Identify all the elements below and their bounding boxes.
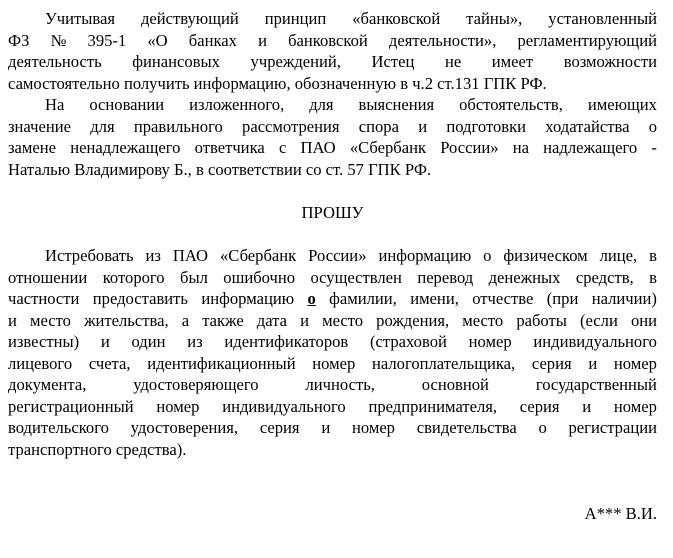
word: отчестве bbox=[472, 289, 534, 308]
word: не bbox=[444, 52, 462, 71]
word: действующий bbox=[140, 9, 239, 28]
word: денежных bbox=[488, 267, 561, 287]
word: для bbox=[309, 95, 334, 114]
word: свидетельства bbox=[416, 418, 517, 437]
word: серия bbox=[531, 353, 572, 373]
word: «Сбербанк bbox=[349, 138, 427, 157]
word: на bbox=[512, 138, 529, 157]
word: основной bbox=[421, 375, 489, 394]
word: номер bbox=[613, 396, 657, 416]
paragraph-bank-secrecy bbox=[8, 8, 657, 94]
word: в bbox=[649, 267, 657, 287]
word: подготовки bbox=[446, 116, 527, 136]
word: деятельность bbox=[8, 52, 102, 71]
word: индивидуального bbox=[222, 396, 346, 416]
word: и bbox=[321, 418, 331, 437]
word: Истец bbox=[371, 52, 415, 71]
word: фамилии, bbox=[329, 289, 397, 308]
word: (если bbox=[580, 310, 618, 330]
word: из bbox=[145, 246, 161, 265]
word: и bbox=[258, 30, 267, 50]
word: имеет bbox=[491, 52, 534, 71]
word: На bbox=[45, 95, 65, 114]
word: спора bbox=[358, 116, 399, 136]
word: - bbox=[651, 138, 657, 157]
word: место bbox=[322, 310, 364, 330]
word: регистрационный bbox=[8, 396, 134, 416]
word: регламентирующий bbox=[517, 30, 657, 50]
word: номер bbox=[156, 396, 200, 416]
word: для bbox=[90, 116, 115, 136]
text-line bbox=[8, 94, 657, 116]
word: принцип bbox=[264, 9, 327, 28]
word: которого bbox=[102, 267, 165, 287]
word: предпринимателя, bbox=[368, 396, 498, 416]
text-line bbox=[8, 73, 657, 95]
word: работы bbox=[516, 310, 567, 330]
word: ответчика bbox=[194, 138, 265, 157]
word: Наталью Владимирову Б., в соответствии со ст. 57 ГПК РФ. bbox=[8, 159, 432, 179]
word: России» bbox=[308, 246, 367, 265]
word: самостоятельно получить информацию, обозначенную в ч.2 ст.131 ГПК РФ. bbox=[8, 73, 547, 93]
text-line bbox=[8, 30, 657, 52]
word: водительского bbox=[8, 418, 109, 437]
text-line bbox=[8, 331, 657, 353]
word: серия bbox=[259, 418, 300, 437]
word: номер bbox=[351, 418, 395, 437]
word: транспортного средства). bbox=[8, 439, 187, 459]
word: и bbox=[418, 116, 428, 136]
word: был bbox=[180, 267, 208, 287]
word: и bbox=[100, 332, 110, 351]
word: предоставить bbox=[92, 289, 188, 308]
word: «Сбербанк bbox=[220, 246, 297, 265]
word: физическом bbox=[503, 246, 588, 265]
word: место bbox=[462, 310, 504, 330]
word: (при bbox=[546, 289, 579, 308]
text-line bbox=[8, 396, 657, 418]
word: осуществлен bbox=[310, 267, 402, 287]
word: возможности bbox=[563, 52, 657, 71]
word: (страховой bbox=[370, 332, 447, 351]
word: ПАО bbox=[172, 246, 209, 265]
word: установленный bbox=[548, 9, 657, 28]
word: обстоятельств, bbox=[459, 95, 563, 114]
word: жительства, bbox=[84, 310, 169, 330]
word: информацию bbox=[201, 289, 295, 308]
word: счета, bbox=[88, 353, 131, 373]
word: в bbox=[649, 246, 657, 265]
word: серия bbox=[519, 396, 560, 416]
word: средств, bbox=[575, 267, 634, 287]
word: ФЗ bbox=[8, 30, 30, 50]
text-line bbox=[8, 374, 657, 396]
underlined-word: о bbox=[307, 289, 316, 308]
word: банках bbox=[188, 30, 237, 50]
word: замене bbox=[8, 138, 57, 157]
text-line bbox=[8, 51, 657, 73]
word: наличии) bbox=[591, 289, 657, 308]
word: лице, bbox=[599, 246, 638, 265]
word: номер bbox=[613, 353, 657, 373]
text-line bbox=[8, 417, 657, 439]
word: лицевого bbox=[8, 353, 73, 373]
word: Истребовать bbox=[45, 246, 134, 265]
word: идентификационный bbox=[147, 353, 296, 373]
word: «банковской bbox=[352, 9, 441, 28]
word: информацию bbox=[378, 246, 472, 265]
word: надлежащего bbox=[543, 138, 638, 157]
word: место bbox=[29, 310, 71, 330]
word: личность, bbox=[305, 375, 375, 394]
word: изложенного, bbox=[189, 95, 285, 114]
word: рождения, bbox=[376, 310, 450, 330]
word: частности bbox=[8, 289, 80, 308]
heading-request: ПРОШУ bbox=[301, 203, 364, 222]
word: номер bbox=[312, 353, 356, 373]
word: документа, bbox=[8, 375, 87, 394]
word: учреждений, bbox=[250, 52, 341, 71]
text-line bbox=[8, 353, 657, 375]
word: тайны», bbox=[466, 9, 523, 28]
text-line bbox=[8, 159, 657, 181]
word: деятельности», bbox=[388, 30, 497, 50]
word: идентификаторов bbox=[224, 332, 349, 351]
signature: А*** В.И. bbox=[584, 504, 657, 523]
word: Учитывая bbox=[45, 9, 115, 28]
word: ПАО bbox=[300, 138, 336, 157]
word: № bbox=[50, 30, 67, 50]
word: значение bbox=[8, 116, 71, 136]
word: о bbox=[648, 116, 657, 136]
word: 395-1 bbox=[87, 30, 127, 50]
text-line bbox=[8, 116, 657, 138]
word: налогоплательщика, bbox=[371, 353, 516, 373]
word: выяснения bbox=[358, 95, 435, 114]
word: из bbox=[187, 332, 203, 351]
text-line bbox=[8, 8, 657, 30]
word: ошибочно bbox=[223, 267, 296, 287]
word: и bbox=[300, 310, 309, 330]
word: ненадлежащего bbox=[70, 138, 181, 157]
word: перевод bbox=[417, 267, 474, 287]
word: правильного bbox=[133, 116, 223, 136]
word: имеющих bbox=[587, 95, 657, 114]
word: и bbox=[588, 353, 598, 373]
text-line bbox=[8, 439, 657, 461]
word: рассмотрения bbox=[242, 116, 340, 136]
word: и bbox=[582, 396, 592, 416]
word: о bbox=[483, 246, 492, 265]
paragraph-request-details bbox=[8, 245, 657, 460]
text-line bbox=[8, 310, 657, 332]
word: государственный bbox=[535, 375, 657, 394]
word: ходатайства bbox=[545, 116, 630, 136]
word: номер bbox=[468, 332, 512, 351]
word: и bbox=[8, 310, 17, 330]
word: также bbox=[202, 310, 244, 330]
paragraph-reasoning bbox=[8, 94, 657, 180]
text-line bbox=[8, 267, 657, 289]
word: «О bbox=[147, 30, 168, 50]
text-line bbox=[8, 288, 657, 310]
text-line bbox=[8, 137, 657, 159]
word: основании bbox=[89, 95, 165, 114]
word: регистрации bbox=[568, 418, 657, 437]
word: о bbox=[538, 418, 547, 437]
word: они bbox=[630, 310, 657, 330]
word: отношении bbox=[8, 267, 88, 287]
word: имени, bbox=[410, 289, 459, 308]
word: известны) bbox=[8, 332, 80, 351]
word: удостоверяющего bbox=[133, 375, 259, 394]
word: России» bbox=[440, 138, 499, 157]
word: один bbox=[131, 332, 166, 351]
text-line bbox=[8, 245, 657, 267]
word: удостоверения, bbox=[130, 418, 239, 437]
word: дата bbox=[256, 310, 287, 330]
word: а bbox=[181, 310, 190, 330]
word: финансовых bbox=[132, 52, 220, 71]
word: банковской bbox=[288, 30, 368, 50]
word: с bbox=[278, 138, 287, 157]
word: индивидуального bbox=[533, 332, 657, 351]
